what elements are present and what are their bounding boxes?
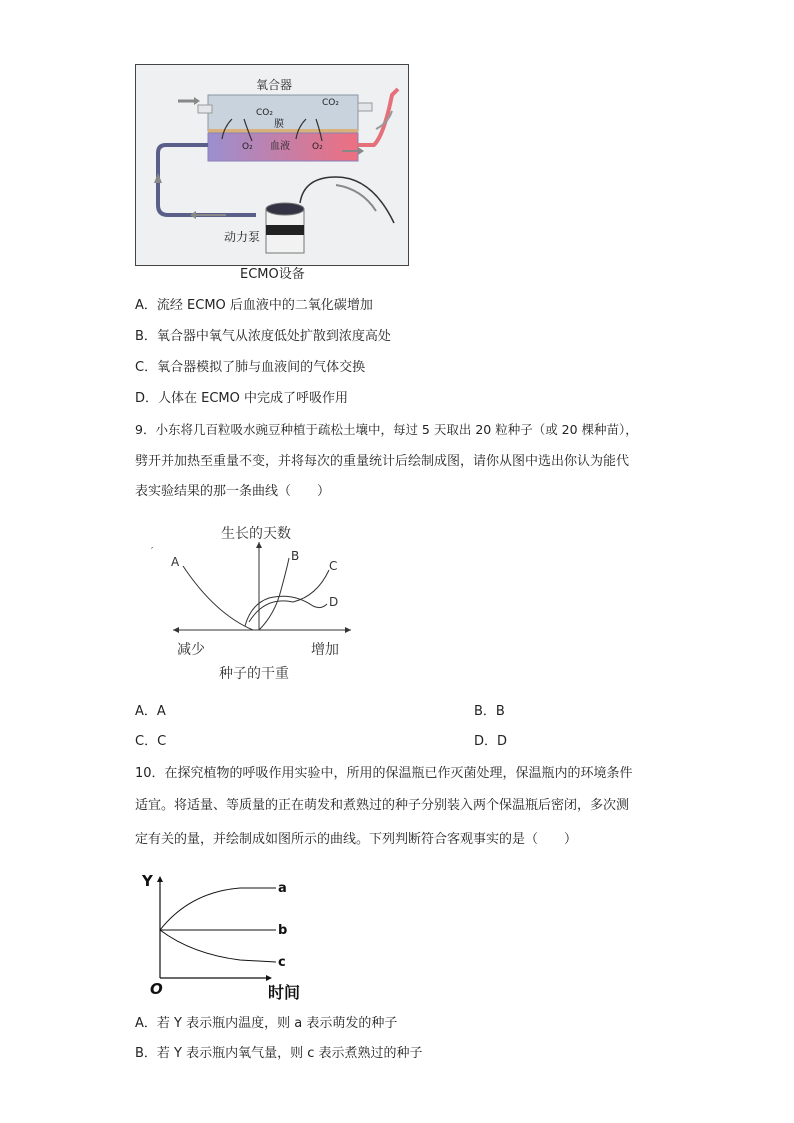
flow-arrow-up (154, 173, 162, 183)
q9-stem-line1: 9．小东将几百粒吸水豌豆种植于疏松土壤中，每过 5 天取出 20 粒种子（或 20 棵种苗）， (135, 422, 638, 437)
q9-x-arrow-left (173, 627, 179, 633)
flow-arrow-right-head (358, 147, 364, 155)
q9-option-c: C．C (135, 734, 167, 749)
q10-option-a: A．若 Y 表示瓶内温度，则 a 表示萌发的种子 (135, 1016, 398, 1031)
q10-x-label: 时间 (268, 983, 301, 1002)
ecmo-caption: ECMO设备 (240, 267, 305, 282)
q9-series-label-c: C (329, 559, 338, 573)
q10-y-arrow (157, 876, 163, 882)
q9-y-arrow (256, 542, 262, 548)
q8-option-b: B．氧合器中氧气从浓度低处扩散到浓度高处 (135, 329, 391, 344)
q10-stem-line3: 定有关的量，并绘制成如图所示的曲线。下列判断符合客观事实的是（ ） (135, 832, 578, 847)
q10-series-label-c: c (278, 955, 286, 970)
q10-series-label-b: b (278, 923, 288, 938)
blood-label: 血液 (270, 141, 290, 152)
co2-label-out: CO₂ (322, 98, 339, 108)
o2-label-left: O₂ (242, 142, 253, 152)
q9-x-label-left: 减少 (177, 642, 205, 658)
q8-option-c: C．氧合器模拟了肺与血液间的气体交换 (135, 360, 366, 375)
q9-x-arrow-right (345, 627, 351, 633)
co2-label-in: CO₂ (256, 108, 273, 118)
q9-curve-b (259, 558, 289, 630)
q10-stem-line1: 10．在探究植物的呼吸作用实验中，所用的保温瓶已作灭菌处理，保温瓶内的环境条件 (135, 766, 633, 781)
q10-curve-c (160, 930, 276, 962)
oxygenator-label: 氧合器 (256, 78, 293, 92)
q9-stem-line2: 劈开并加热至重量不变，并将每次的重量统计后绘制成图，请你从图中选出你认为能代 (135, 454, 630, 469)
q10-chart (140, 866, 320, 1006)
q9-y-label: 生长的天数 (221, 526, 291, 542)
ecmo-figure (135, 64, 409, 266)
q10-series-label-a: a (278, 881, 287, 896)
q9-series-label-d: D (329, 595, 339, 609)
membrane-label: 膜 (274, 119, 284, 130)
q9-tick-mark: ′ (151, 546, 154, 557)
q10-y-label: Y (142, 872, 153, 890)
q9-series-label-a: A (171, 555, 180, 569)
blood-outlet-tube (358, 89, 398, 145)
q10-stem-line2: 适宜。将适量、等质量的正在萌发和煮熟过的种子分别装入两个保温瓶后密闭，多次测 (135, 798, 630, 813)
ecmo-diagram (136, 65, 408, 265)
q9-curve-a (183, 566, 259, 630)
q9-curve-c (249, 570, 329, 622)
q9-option-a: A．A (135, 704, 166, 719)
o2-label-right: O₂ (312, 142, 323, 152)
flow-arrow-left-head (190, 211, 196, 219)
pump-label: 动力泵 (224, 230, 261, 244)
q9-x-label-right: 增加 (311, 642, 339, 658)
pump-return-tube (300, 177, 394, 223)
q10-curve-a (160, 888, 276, 930)
pump-band (266, 225, 304, 235)
q9-x-label: 种子的干重 (219, 666, 289, 682)
gas-outlet (358, 103, 372, 111)
q8-option-a: A．流经 ECMO 后血液中的二氧化碳增加 (135, 298, 373, 313)
q8-option-d: D．人体在 ECMO 中完成了呼吸作用 (135, 391, 349, 406)
gas-inlet (198, 105, 212, 113)
q9-chart (145, 518, 365, 688)
gas-inlet-arrowhead (194, 97, 200, 105)
q9-stem-line3: 表实验结果的那一条曲线（ ） (135, 484, 331, 499)
pump-top (266, 203, 304, 215)
q9-series-label-b: B (291, 549, 300, 563)
q10-option-b: B．若 Y 表示瓶内氧气量，则 c 表示煮熟过的种子 (135, 1046, 423, 1061)
q10-origin-label: O (150, 980, 163, 998)
q9-option-b: B．B (474, 704, 505, 719)
q9-option-d: D．D (474, 734, 508, 749)
q10-x-arrow (266, 975, 272, 981)
